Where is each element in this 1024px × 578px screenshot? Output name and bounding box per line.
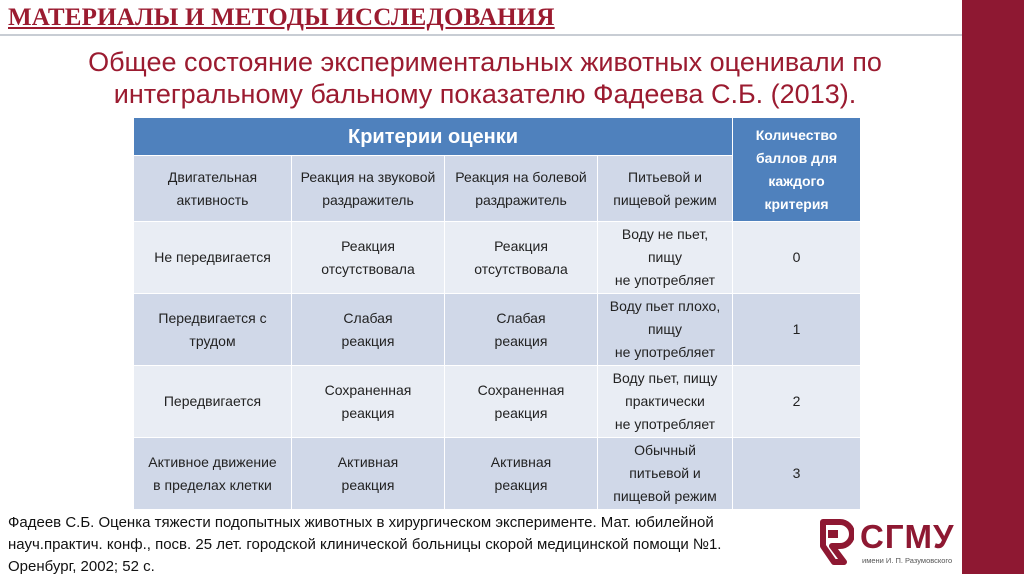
right-accent-bar bbox=[962, 0, 1024, 574]
cell-food: Воду не пьет, пищу не употребляет bbox=[598, 222, 733, 294]
cell-pain: Активная реакция bbox=[445, 438, 598, 510]
cell-motor: Не передвигается bbox=[134, 222, 292, 294]
cell-pain: Слабая реакция bbox=[445, 294, 598, 366]
column-header-sound: Реакция на звуковой раздражитель bbox=[292, 156, 445, 222]
reference-footnote: Фадеев С.Б. Оценка тяжести подопытных животных в хирургическом эксперименте. Мат. юбилейной науч.практич. конф., посв. 25 лет. городской клинической больницы скорой медицинской помощи №1. Оренбург, 2002; 52 с. bbox=[8, 514, 722, 575]
university-emblem-icon bbox=[814, 518, 854, 566]
cell-score: 1 bbox=[733, 294, 861, 366]
column-header-food: Питьевой и пищевой режим bbox=[598, 156, 733, 222]
slide-heading: МАТЕРИАЛЫ И МЕТОДЫ ИССЛЕДОВАНИЯ bbox=[8, 4, 555, 31]
cell-pain: Сохраненная реакция bbox=[445, 366, 598, 438]
column-header-pain: Реакция на болевой раздражитель bbox=[445, 156, 598, 222]
table-row bbox=[134, 294, 861, 366]
heading-divider bbox=[0, 34, 962, 36]
cell-score: 0 bbox=[733, 222, 861, 294]
cell-score: 2 bbox=[733, 366, 861, 438]
criteria-header: Критерии оценки bbox=[134, 118, 733, 156]
cell-sound: Реакция отсутствовала bbox=[292, 222, 445, 294]
cell-sound: Слабая реакция bbox=[292, 294, 445, 366]
cell-motor: Передвигается с трудом bbox=[134, 294, 292, 366]
slide-subtitle bbox=[20, 46, 950, 110]
cell-food: Воду пьет плохо, пищу не употребляет bbox=[598, 294, 733, 366]
score-header: Количество баллов для каждого критерия bbox=[733, 118, 861, 222]
cell-score: 3 bbox=[733, 438, 861, 510]
table-row bbox=[134, 366, 861, 438]
university-logo bbox=[812, 514, 962, 570]
cell-motor: Передвигается bbox=[134, 366, 292, 438]
cell-sound: Активная реакция bbox=[292, 438, 445, 510]
subtitle-line: интегральному бальному показателю Фадеева С.Б. (2013). bbox=[113, 79, 857, 109]
logo-subtitle: имени И. П. Разумовского bbox=[862, 556, 953, 565]
table-row bbox=[134, 222, 861, 294]
cell-food: Обычный питьевой и пищевой режим bbox=[598, 438, 733, 510]
subtitle-line: Общее состояние экспериментальных животных оценивали по bbox=[88, 47, 882, 77]
column-header-motor: Двигательная активность bbox=[134, 156, 292, 222]
cell-pain: Реакция отсутствовала bbox=[445, 222, 598, 294]
logo-name: СГМУ bbox=[860, 518, 955, 555]
cell-sound: Сохраненная реакция bbox=[292, 366, 445, 438]
cell-food: Воду пьет, пищу практически не употребляет bbox=[598, 366, 733, 438]
criteria-table bbox=[133, 117, 861, 510]
cell-motor: Активное движение в пределах клетки bbox=[134, 438, 292, 510]
table-row bbox=[134, 438, 861, 510]
